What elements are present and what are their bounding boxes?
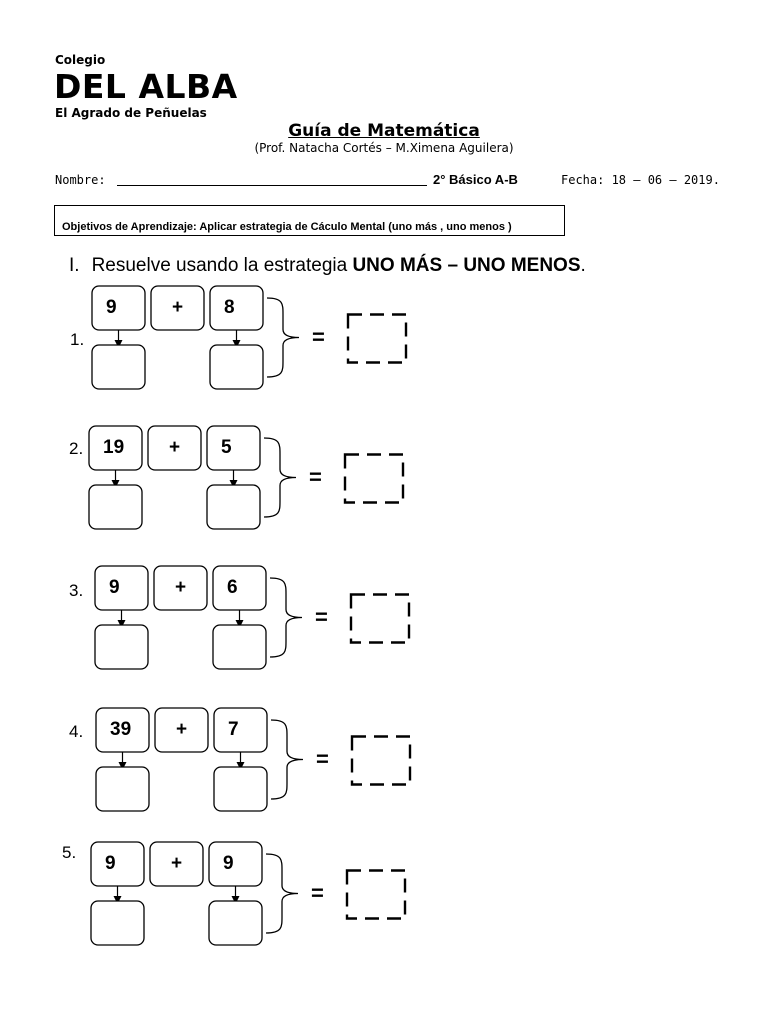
instruction-text: Resuelve usando la estrategia <box>91 255 348 276</box>
decompose-answer-box[interactable] <box>210 345 263 389</box>
decompose-answer-box[interactable] <box>96 767 149 811</box>
addend-b-box <box>214 708 267 752</box>
objective-label: Objetivos de Aprendizaje: <box>62 221 197 233</box>
addend-a-box <box>92 286 145 330</box>
problem-number: 1. <box>70 330 85 349</box>
addend-b-box <box>213 566 266 610</box>
addend-a-box-value: 9 <box>109 577 120 598</box>
curly-brace-icon <box>266 854 298 933</box>
result-answer-box[interactable] <box>348 315 406 363</box>
instruction-number: I. <box>69 255 80 276</box>
operator-box-value: + <box>168 437 181 458</box>
equals-sign: = <box>312 324 325 350</box>
result-answer-box[interactable] <box>347 871 405 919</box>
decompose-answer-box[interactable] <box>213 625 266 669</box>
addend-a-box-value: 9 <box>106 297 117 318</box>
equals-sign: = <box>311 880 324 906</box>
curly-brace-icon <box>267 298 299 377</box>
strategy-uno-mas: UNO MÁS <box>352 255 443 276</box>
addend-b-box-value: 5 <box>221 437 232 458</box>
operator-box-value: + <box>174 577 187 598</box>
name-label: Nombre: <box>55 173 106 187</box>
problem-row-3 <box>69 566 409 669</box>
school-prefix: Colegio <box>55 53 106 67</box>
equals-sign: = <box>309 464 322 490</box>
decompose-answer-box[interactable] <box>92 345 145 389</box>
problem-row-1 <box>70 286 406 389</box>
addend-b-box-value: 9 <box>223 853 234 874</box>
guide-teachers: (Prof. Natacha Cortés – M.Ximena Aguilera) <box>254 141 514 155</box>
result-answer-box[interactable] <box>352 737 410 785</box>
operator-box-value: + <box>171 297 184 318</box>
decompose-answer-box[interactable] <box>207 485 260 529</box>
objective-description: Aplicar estrategia de Cáculo Mental (uno más , uno menos ) <box>199 221 512 233</box>
strategy-uno-menos: UNO MENOS <box>463 255 581 276</box>
problem-row-5 <box>62 842 405 945</box>
decompose-answer-box[interactable] <box>209 901 262 945</box>
addend-b-box <box>210 286 263 330</box>
equals-sign: = <box>315 604 328 630</box>
problem-number: 2. <box>69 439 84 458</box>
decompose-answer-box[interactable] <box>91 901 144 945</box>
addend-b-box-value: 7 <box>228 719 239 740</box>
problem-number: 5. <box>62 843 77 862</box>
decompose-answer-box[interactable] <box>89 485 142 529</box>
problems-group <box>62 286 410 945</box>
curly-brace-icon <box>271 720 303 799</box>
addend-a-box-value: 9 <box>105 853 116 874</box>
problem-row-2 <box>69 426 403 529</box>
addend-b-box <box>207 426 260 470</box>
school-name: DEL ALBA <box>54 67 238 106</box>
operator-box-value: + <box>175 719 188 740</box>
addend-a-box-value: 19 <box>103 437 125 458</box>
curly-brace-icon <box>270 578 302 657</box>
operator-box-value: + <box>170 853 183 874</box>
problem-number: 4. <box>69 722 84 741</box>
decompose-answer-box[interactable] <box>95 625 148 669</box>
problem-row-4 <box>69 708 410 811</box>
date-label: Fecha: 18 – 06 – 2019. <box>561 173 720 187</box>
result-answer-box[interactable] <box>351 595 409 643</box>
strategy-dash: – <box>447 255 459 276</box>
addend-a-box-value: 39 <box>110 719 132 740</box>
addend-b-box-value: 6 <box>227 577 238 598</box>
addend-b-box <box>209 842 262 886</box>
problem-number: 3. <box>69 581 84 600</box>
result-answer-box[interactable] <box>345 455 403 503</box>
addend-b-box-value: 8 <box>224 297 235 318</box>
grade-label: 2° Básico A-B <box>433 172 518 187</box>
instruction-period: . <box>580 255 586 276</box>
curly-brace-icon <box>264 438 296 517</box>
addend-a-box <box>91 842 144 886</box>
equals-sign: = <box>316 746 329 772</box>
decompose-answer-box[interactable] <box>214 767 267 811</box>
addend-a-box <box>95 566 148 610</box>
school-location: El Agrado de Peñuelas <box>55 106 207 120</box>
guide-title-text: Guía de Matemática <box>288 121 480 141</box>
